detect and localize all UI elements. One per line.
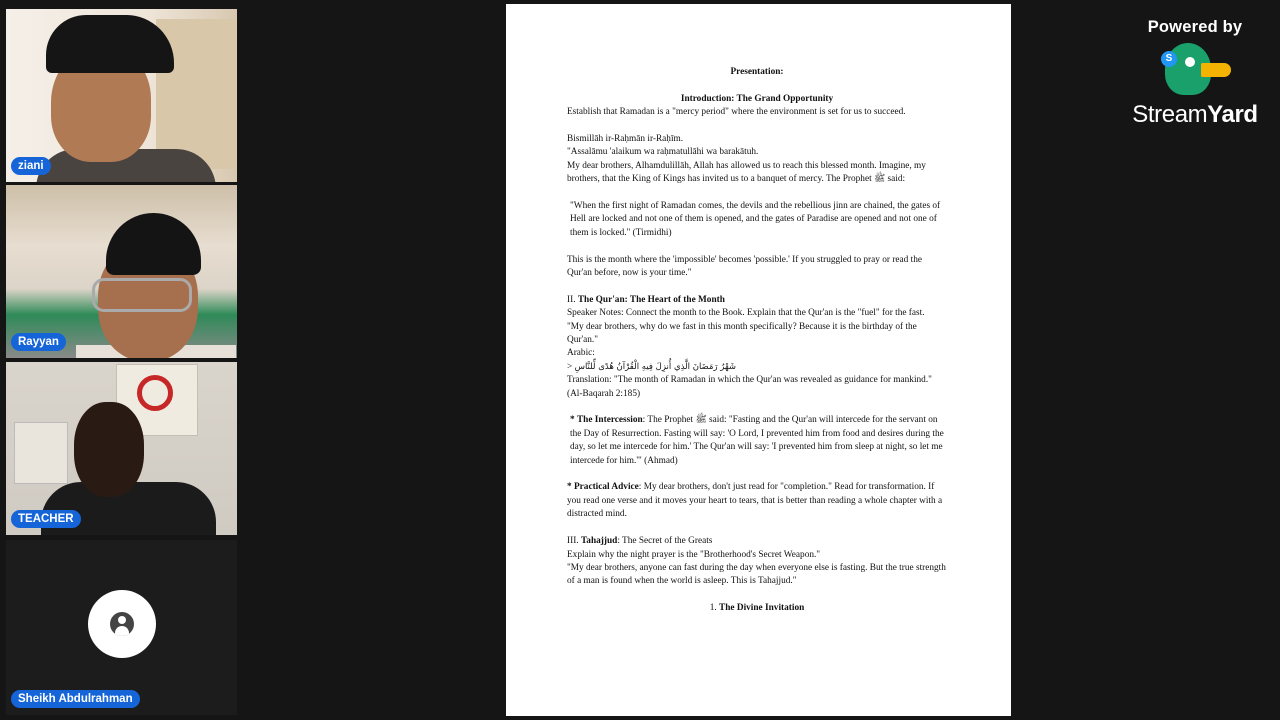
quote: "My dear brothers, anyone can fast during the day when everyone else is fasting. But the true strength of a man is found when the world is asleep. This is Tahajjud." (567, 562, 946, 587)
section-heading (567, 535, 947, 548)
streamyard-duck-icon: S (1155, 43, 1235, 99)
advice-paragraph (567, 481, 947, 521)
section-number: III. (567, 536, 579, 547)
participant-name-tag: Rayyan (11, 333, 66, 351)
arabic-line (567, 361, 947, 374)
salam-line: "Assalāmu 'alaikum wa raḥmatullāhi wa barakātuh. (567, 147, 759, 158)
bismillah-line: Bismillāh ir-Raḥmān ir-Raḥīm. (567, 134, 684, 144)
speaker-notes: Speaker Notes: Connect the month to the Book. Explain that the Qur'an is the "fuel" for the fast. (567, 308, 925, 319)
doc-title: Presentation: (730, 67, 784, 77)
participant-name-tag: ziani (11, 157, 51, 175)
bullet: * (567, 482, 572, 493)
streamyard-logo-text: StreamYard (1132, 101, 1258, 128)
intercession-paragraph (567, 414, 947, 468)
section-subtitle: : The Secret of the Greats (617, 536, 713, 547)
participant-tile-sheikh-abdulrahman[interactable] (6, 540, 237, 715)
person-icon (110, 612, 134, 636)
shared-document (506, 4, 1011, 716)
participant-name-tag: TEACHER (11, 510, 81, 528)
list-item (567, 602, 947, 615)
intro-note: Establish that Ramadan is a "mercy period" where the environment is set for us to succeed. (567, 107, 906, 118)
arabic-marker: > (567, 361, 573, 372)
bullet: * (570, 415, 575, 426)
paragraph: This is the month where the 'impossible' becomes 'possible.' If you struggled to pray or read the Qur'an before, now is your time." (567, 254, 923, 279)
intro-heading: Introduction: The Grand Opportunity (680, 93, 834, 104)
arabic-label: Arabic: (567, 348, 595, 359)
intercession-text: : The Prophet ﷺ said: "Fasting and the Qur'an will intercede for the servant on the Day of Resurrection. Fasting will say: 'O Lord, I prevented him from food and desires during the day, so let me intercede for him.' The Qur'an will say: 'I prevented him from sleep at night, so let me intercede for him.'" (Ahmad) (570, 415, 944, 466)
list-item-title: The Divine Invitation (719, 603, 805, 614)
advice-text: : My dear brothers, don't just read for "completion." Read for transformation. If you read one verse and it moves your heart to tears, that is better than reading a whole chapter with a distracted mind. (567, 482, 943, 520)
participant-tile-ziani[interactable] (6, 9, 237, 182)
translation: Translation: "The month of Ramadan in which the Qur'an was revealed as guidance for mankind." (Al-Baqarah 2:185) (567, 375, 932, 399)
advice-title: Practical Advice (573, 482, 639, 493)
list-number: 1. (709, 603, 717, 614)
section-number: II. (567, 294, 576, 305)
section-note: Explain why the night prayer is the "Brotherhood's Secret Weapon." (567, 549, 821, 560)
intercession-title: The Intercession (576, 415, 643, 426)
quote: "My dear brothers, why do we fast in this month specifically? Because it is the birthday of the Qur'an." (567, 321, 917, 346)
powered-by-label: Powered by (1147, 18, 1243, 36)
section-title: The Qur'an: The Heart of the Month (577, 294, 725, 305)
hadith-quote: "When the first night of Ramadan comes, the devils and the rebellious jinn are chained, the gates of Hell are locked and not one of them is opened, and the gates of Paradise are opened and not one of them is locked." (Tirmidhi) (570, 201, 941, 238)
section-heading (567, 294, 947, 307)
streamyard-branding (1120, 18, 1270, 129)
section-title: Tahajjud (580, 536, 618, 547)
participant-tile-rayyan[interactable] (6, 185, 237, 358)
avatar (88, 590, 156, 658)
participant-tile-teacher[interactable] (6, 362, 237, 535)
arabic-text: شَهْرُ رَمَضَانَ الَّذِي أُنزِلَ فِيهِ الْقُرْآنُ هُدًى لِّلنَّاسِ (574, 361, 737, 372)
participant-name-tag: Sheikh Abdulrahman (11, 690, 140, 708)
paragraph: My dear brothers, Alhamdulillāh, Allah has allowed us to reach this blessed month. Imagine, my brothers, that the King of Kings has invited us to a banquet of mercy. The Prophet ﷺ said: (567, 160, 926, 185)
